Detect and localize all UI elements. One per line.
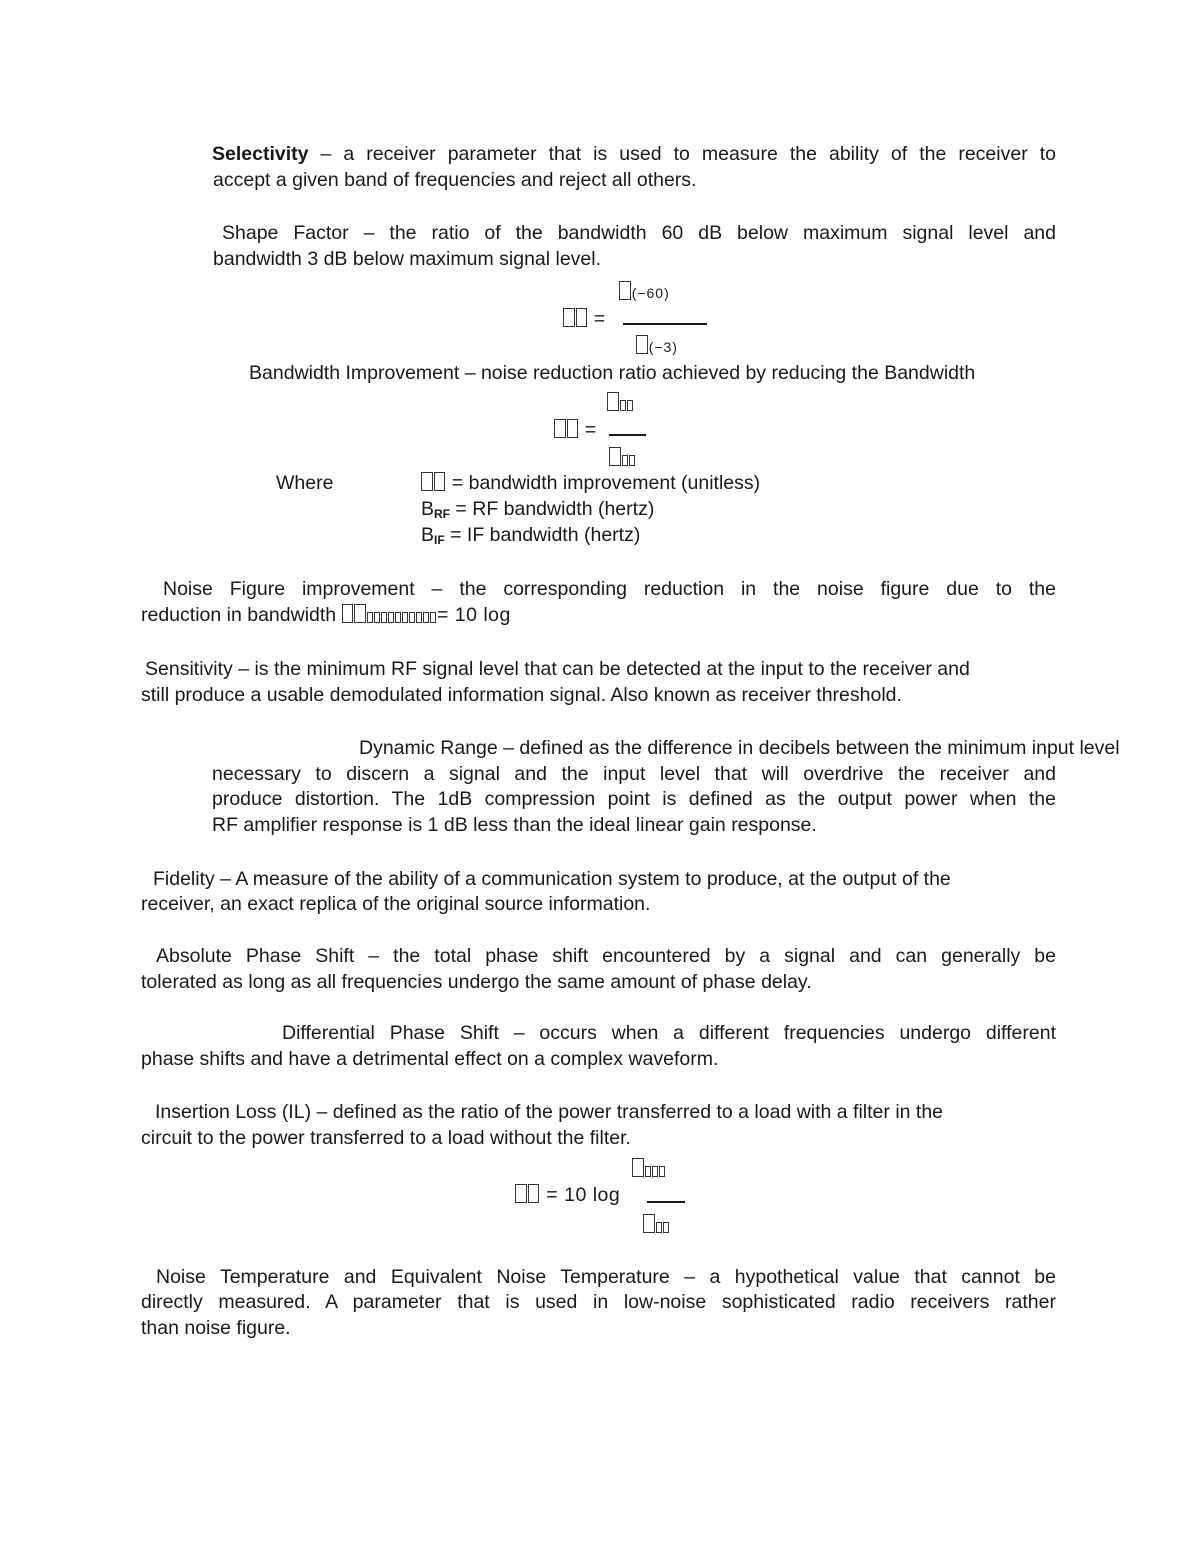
shape-factor-fraction-bar bbox=[623, 323, 707, 325]
noise-figure-line-1: Noise Figure improvement – the corresponding reduction in the noise figure due to the bbox=[163, 578, 1056, 600]
shape-factor-line-1: Shape Factor – the ratio of the bandwidth 60 dB below maximum signal level and bbox=[222, 222, 1056, 244]
sensitivity-line-1: Sensitivity – is the minimum RF signal level that can be detected at the input to the receiver and bbox=[145, 658, 970, 680]
noise-temperature-line-3: than noise figure. bbox=[141, 1317, 291, 1339]
bi-denominator bbox=[609, 446, 636, 470]
differential-phase-line-1: Differential Phase Shift – occurs when a different frequencies undergo different bbox=[282, 1022, 1056, 1044]
differential-phase-line-2: phase shifts and have a detrimental effect on a complex waveform. bbox=[141, 1048, 719, 1070]
selectivity-line-1 bbox=[212, 141, 1056, 167]
sensitivity-line-2: still produce a usable demodulated information signal. Also known as receiver threshold. bbox=[141, 684, 902, 706]
dynamic-range-line-4: RF amplifier response is 1 dB less than the ideal linear gain response. bbox=[212, 814, 817, 836]
selectivity-definition: – a receiver parameter that is used to measure the ability of the receiver to bbox=[308, 143, 1056, 165]
shape-factor-denominator: (−3) bbox=[636, 334, 678, 359]
where-bi: = bandwidth improvement (unitless) bbox=[421, 470, 760, 496]
absolute-phase-line-2: tolerated as long as all frequencies undergo the same amount of phase delay. bbox=[141, 971, 812, 993]
shape-factor-lhs: = bbox=[563, 307, 605, 331]
symbol-placeholder-icon bbox=[563, 308, 575, 327]
bandwidth-improvement-line-1: Bandwidth Improvement – noise reduction ratio achieved by reducing the Bandwidth bbox=[249, 362, 976, 384]
il-lhs: = 10 log bbox=[515, 1183, 620, 1207]
where-bif: $B_{IF}$ = IF bandwidth (hertz) bbox=[421, 524, 641, 547]
noise-temperature-line-2: directly measured. A parameter that is used in low-noise sophisticated radio receivers rather bbox=[141, 1291, 1056, 1313]
bi-fraction-bar bbox=[609, 434, 646, 436]
shape-factor-line-2: bandwidth 3 dB below maximum signal level. bbox=[213, 248, 602, 270]
il-denominator bbox=[643, 1213, 670, 1237]
symbol-placeholder-icon bbox=[619, 281, 631, 300]
noise-figure-line-2: reduction in bandwidth = 10 log bbox=[141, 604, 511, 626]
bi-numerator bbox=[607, 391, 634, 415]
insertion-loss-line-2: circuit to the power transferred to a load without the filter. bbox=[141, 1127, 631, 1149]
insertion-loss-line-1: Insertion Loss (IL) – defined as the ratio of the power transferred to a load with a filter in the bbox=[155, 1101, 944, 1123]
dynamic-range-line-2: necessary to discern a signal and the input level that will overdrive the receiver and bbox=[212, 763, 1056, 785]
dynamic-range-line-3: produce distortion. The 1dB compression point is defined as the output power when the bbox=[212, 788, 1056, 810]
where-label: Where bbox=[276, 472, 334, 494]
selectivity-line-2: accept a given band of frequencies and reject all others. bbox=[213, 169, 697, 191]
fidelity-line-1: Fidelity – A measure of the ability of a communication system to produce, at the output of the bbox=[153, 868, 951, 890]
selectivity-term: Selectivity bbox=[212, 143, 309, 165]
shape-factor-numerator: (−60) bbox=[619, 280, 670, 305]
symbol-placeholder-icon bbox=[576, 308, 588, 327]
noise-temperature-line-1: Noise Temperature and Equivalent Noise Temperature – a hypothetical value that cannot be bbox=[156, 1266, 1056, 1288]
symbol-placeholder-icon bbox=[636, 335, 648, 354]
il-numerator bbox=[632, 1157, 666, 1181]
absolute-phase-line-1: Absolute Phase Shift – the total phase shift encountered by a signal and can generally be bbox=[156, 945, 1056, 967]
bi-lhs: = bbox=[554, 418, 596, 442]
where-brf: $B_{RF}$ = RF bandwidth (hertz) bbox=[421, 498, 655, 521]
dynamic-range-line-1: Dynamic Range – defined as the difference in decibels between the minimum input level bbox=[359, 737, 1120, 759]
il-fraction-bar bbox=[647, 1201, 685, 1203]
fidelity-line-2: receiver, an exact replica of the original source information. bbox=[141, 893, 651, 915]
